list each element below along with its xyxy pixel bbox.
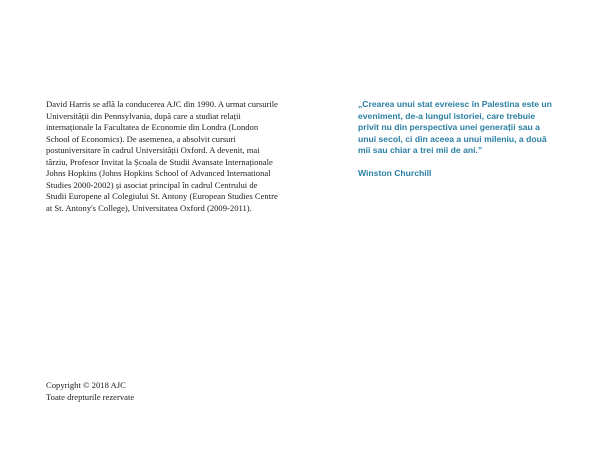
copyright-line: Copyright © 2018 AJC	[46, 380, 126, 390]
rights-reserved-line: Toate drepturile rezervate	[46, 391, 135, 402]
author-bio: David Harris se află la conducerea AJC din 1990. A urmat cursurile Universității din Pennsylvania, după care a studiat relații internaționale la Facultatea de Economie din Londra (London School of Economics). De asemenea, a absolvit cursuri postuniversitare în cadrul Universității Oxford. A devenit, mai târziu, Profesor Invitat la Școala de Studii Avansate Internaționale Johns Hopkins (Johns Hopkins School of Advanced International Studies 2000-2002) și asociat principal în cadrul Centrului de Studii Europene al Colegiului St. Antony (European Studies Centre at St. Antony's College), Universitatea Oxford (2009-2011).	[46, 99, 278, 213]
epigraph-quote	[358, 99, 554, 179]
quote-author: Winston Churchill	[358, 167, 432, 178]
copyright-notice	[46, 380, 134, 403]
quote-text: „Crearea unui stat evreiesc în Palestina este un eveniment, de-a lungul istoriei, care trebuie privit nu din perspectiva unei generații sau a unui secol, ci din aceea a unui mileniu, a două mii sau chiar a trei mii de ani.”	[358, 99, 552, 155]
